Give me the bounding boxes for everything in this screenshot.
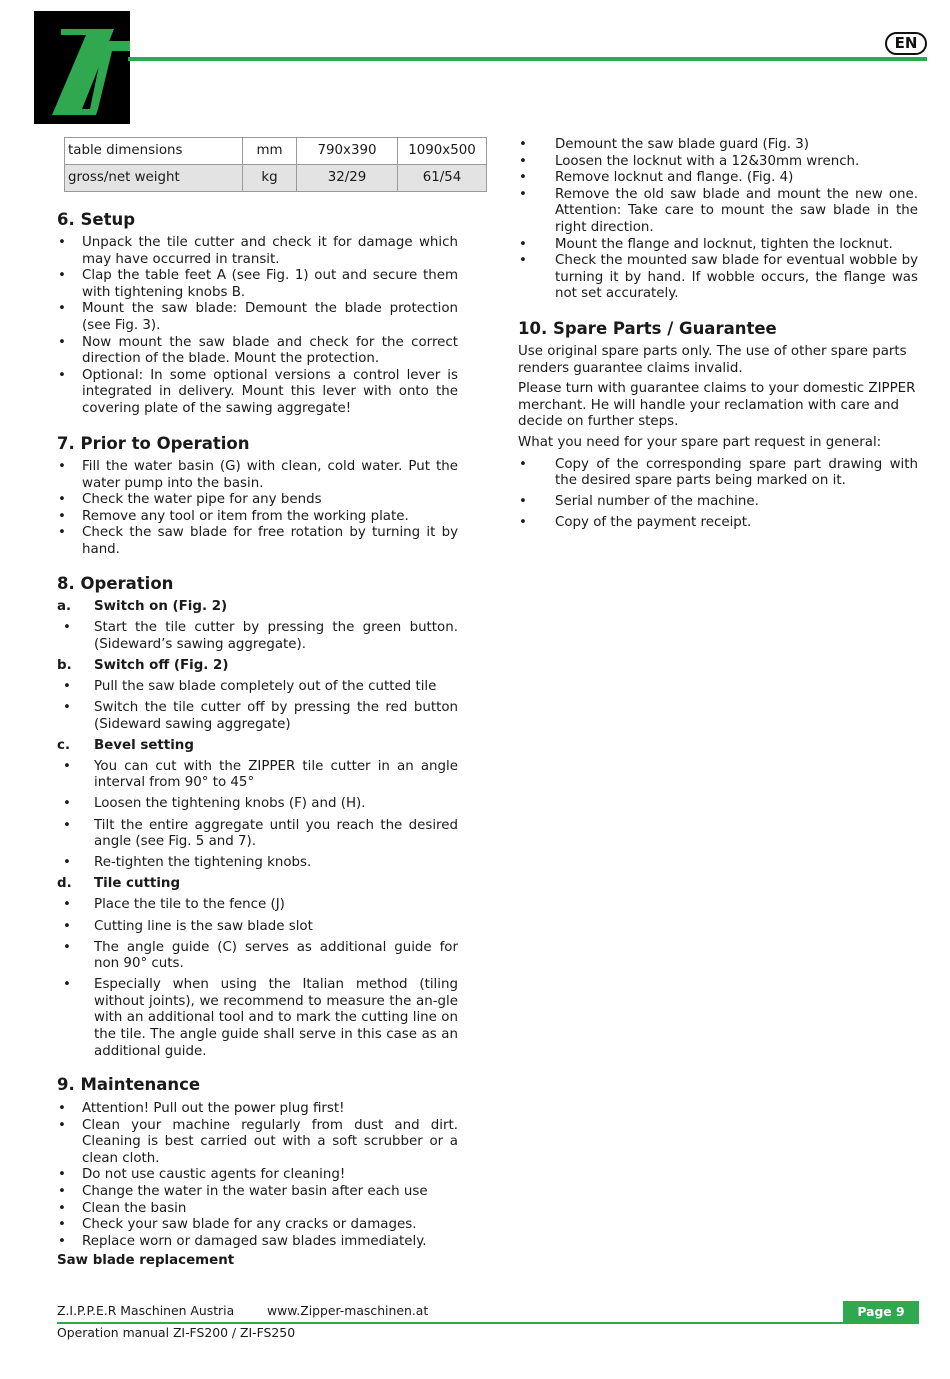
list-item: • Do not use caustic agents for cleaning! [57,1167,458,1184]
list-item: • Pull the saw blade completely out of the cutted tile [57,679,458,696]
spec-table [64,137,487,192]
list-item: • Start the tile cutter by pressing the green button. (Sideward’s sawing aggregate). [57,620,458,653]
list-item: • Clean the basin [57,1201,458,1218]
list-item: • Check your saw blade for any cracks or damages. [57,1217,458,1234]
operation-d-list [57,897,458,1060]
list-item: • Unpack the tile cutter and check it for damage which may have occurred in transit. [57,235,458,268]
list-item: • The angle guide (C) serves as additional guide for non 90° cuts. [57,940,458,973]
list-item: • Demount the saw blade guard (Fig. 3) [518,137,918,154]
list-item: • Clean your machine regularly from dust and dirt. Cleaning is best carried out with a soft scrubber or a clean cloth. [57,1118,458,1168]
list-item: • Cutting line is the saw blade slot [57,919,458,936]
prior-list [57,459,458,559]
page-number-badge: Page 9 [843,1301,919,1322]
operation-block [57,599,458,1065]
operation-b-list [57,679,458,733]
footer-company: Z.I.P.P.E.R Maschinen Austria [57,1303,235,1318]
table-row [65,138,487,165]
zipper-logo [34,11,130,124]
list-item: • Optional: In some optional versions a control lever is integrated in delivery. Mount this lever with onto the covering plate of the sawing aggregate! [57,368,458,418]
list-item: • Tilt the entire aggregate until you reach the desired angle (see Fig. 5 and 7). [57,818,458,851]
setup-list [57,235,458,418]
list-item: • Now mount the saw blade and check for the correct direction of the blade. Mount the protection. [57,335,458,368]
list-item: • Attention! Pull out the power plug first! [57,1101,458,1118]
section-title-prior: 7. Prior to Operation [57,434,250,453]
list-item: • Loosen the locknut with a 12&30mm wrench. [518,154,918,171]
spare-parts-block [518,344,918,536]
saw-blade-replacement-list [518,137,918,303]
list-item: • Remove the old saw blade and mount the new one. Attention: Take care to mount the saw blade in the right direction. [518,187,918,237]
header-rule [128,57,927,61]
maintenance-list [57,1101,458,1250]
list-item: • Remove locknut and flange. (Fig. 4) [518,170,918,187]
spare-parts-list [518,457,918,532]
section-title-operation: 8. Operation [57,574,174,593]
table-cell: 61/54 [398,165,487,192]
list-item: • Mount the flange and locknut, tighten the locknut. [518,237,918,254]
list-item: • Loosen the tightening knobs (F) and (H). [57,796,458,813]
table-cell: table dimensions [65,138,243,165]
section-title-maintenance: 9. Maintenance [57,1075,201,1094]
operation-c-list [57,759,458,872]
list-item: • You can cut with the ZIPPER tile cutter in an angle interval from 90° to 45° [57,759,458,792]
subsection-heading: d. Tile cutting [57,876,181,892]
paragraph: Use original spare parts only. The use of other spare parts renders guarantee claims invalid. [518,344,907,376]
table-row [65,165,487,192]
list-item: • Remove any tool or item from the working plate. [57,509,458,526]
list-item: • Especially when using the Italian method (tiling without joints), we recommend to measure the an-gle with an additional tool and to mark the cutting line on the tile. The angle guide shall serve in this case as an additional guide. [57,977,458,1060]
section-title-spare-parts: 10. Spare Parts / Guarantee [518,319,777,338]
list-item: • Switch the tile cutter off by pressing the red button (Sideward sawing aggregate) [57,700,458,733]
section-title-setup: 6. Setup [57,210,136,229]
list-item: • Re-tighten the tightening knobs. [57,855,458,872]
table-cell: kg [243,165,297,192]
paragraph: What you need for your spare part request in general: [518,434,882,450]
list-item: • Clap the table feet A (see Fig. 1) out and secure them with tightening knobs B. [57,268,458,301]
list-item: • Serial number of the machine. [518,494,918,511]
operation-a-list [57,620,458,653]
z-logo-icon [34,11,130,124]
subsection-heading: a. Switch on (Fig. 2) [57,599,228,614]
list-item: • Replace worn or damaged saw blades immediately. [57,1234,458,1251]
footer-website-link[interactable]: www.Zipper-maschinen.at [267,1303,429,1318]
table-cell: 1090x500 [398,138,487,165]
list-item: • Mount the saw blade: Demount the blade protection (see Fig. 3). [57,301,458,334]
language-badge: EN [885,32,927,55]
paragraph: Please turn with guarantee claims to your domestic ZIPPER merchant. He will handle your reclamation with care and decide on further steps. [518,381,916,430]
subsection-heading: b. Switch off (Fig. 2) [57,657,229,673]
list-item: • Check the water pipe for any bends [57,492,458,509]
table-cell: mm [243,138,297,165]
list-item: • Copy of the payment receipt. [518,515,918,532]
list-item: • Check the mounted saw blade for eventual wobble by turning it by hand. If wobble occurs, the flange was not set accurately. [518,253,918,303]
table-cell: 790x390 [297,138,398,165]
footer-manual-title: Operation manual ZI-FS200 / ZI-FS250 [57,1325,296,1340]
subsection-heading: c. Bevel setting [57,737,194,753]
table-cell: gross/net weight [65,165,243,192]
list-item: • Copy of the corresponding spare part drawing with the desired spare parts being marked on it. [518,457,918,490]
list-item: • Place the tile to the fence (J) [57,897,458,914]
list-item: • Check the saw blade for free rotation by turning it by hand. [57,525,458,558]
list-item: • Change the water in the water basin after each use [57,1184,458,1201]
footer-rule [57,1322,919,1324]
list-item: • Fill the water basin (G) with clean, cold water. Put the water pump into the basin. [57,459,458,492]
saw-blade-replacement-heading: Saw blade replacement [57,1253,235,1268]
table-cell: 32/29 [297,165,398,192]
